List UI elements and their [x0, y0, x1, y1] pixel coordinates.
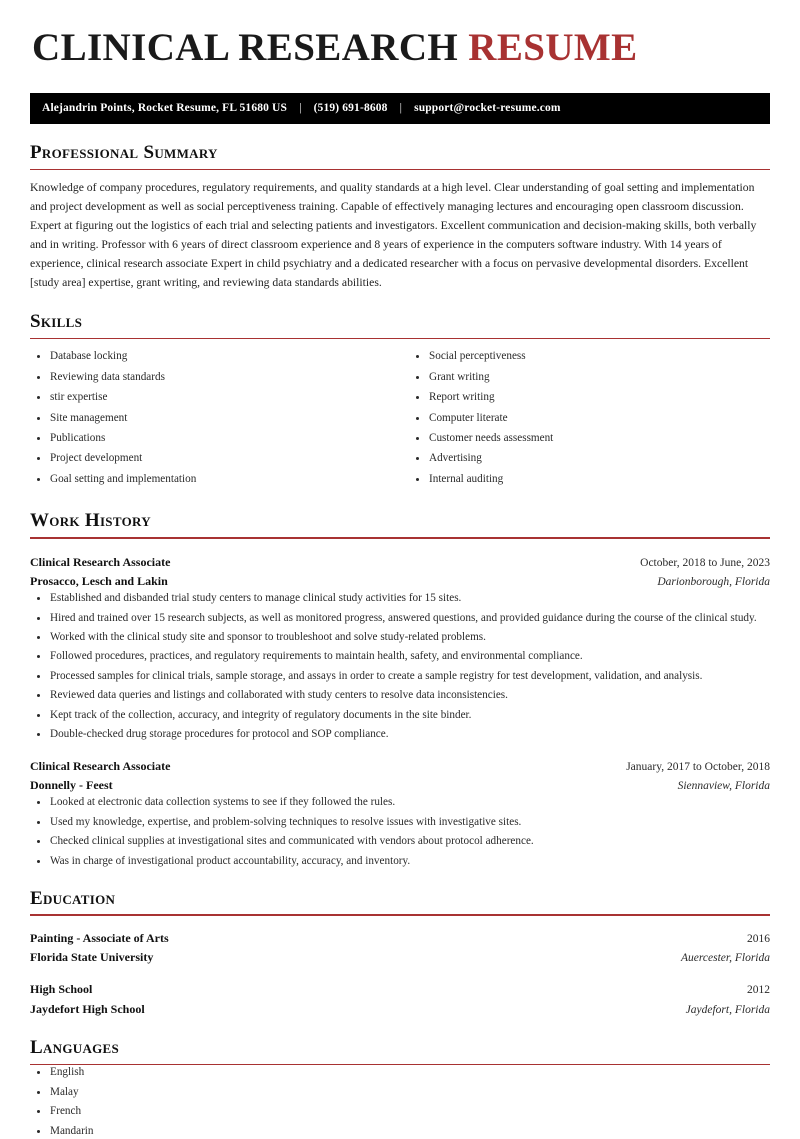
job-responsibility-item: Kept track of the collection, accuracy, and integrity of regulatory documents in the site binder.	[30, 708, 770, 724]
language-item: French	[30, 1104, 770, 1120]
work-history-entry	[30, 757, 770, 870]
work-history-entries	[30, 553, 770, 870]
job-responsibility-item: Worked with the clinical study site and sponsor to troubleshoot and solve study-related problems.	[30, 630, 770, 646]
education-entry	[30, 980, 770, 1019]
language-item: English	[30, 1065, 770, 1081]
skill-item: Project development	[30, 451, 391, 467]
skill-item: Internal auditing	[409, 472, 770, 488]
school-name: Jaydefort High School	[30, 1001, 145, 1016]
entry-org-row	[30, 948, 770, 967]
education-entry	[30, 929, 770, 968]
school-name: Florida State University	[30, 950, 154, 965]
section-professional-summary	[30, 143, 770, 293]
job-responsibility-item: Looked at electronic data collection systems to see if they followed the rules.	[30, 795, 770, 811]
graduation-year: 2012	[747, 984, 770, 997]
job-responsibility-item: Double-checked drug storage procedures for protocol and SOP compliance.	[30, 727, 770, 743]
page-title-main: CLINICAL RESEARCH	[32, 26, 469, 69]
language-item: Mandarin	[30, 1124, 770, 1139]
entry-title-row	[30, 757, 770, 776]
contact-email[interactable]: support@rocket-resume.com	[414, 101, 561, 114]
education-entries	[30, 929, 770, 1019]
section-languages	[30, 1038, 770, 1139]
job-location: Siennaview, Florida	[677, 780, 770, 793]
employer-name: Prosacco, Lesch and Lakin	[30, 573, 168, 588]
skill-item: Computer literate	[409, 411, 770, 427]
professional-summary-text: Knowledge of company procedures, regulatory requirements, and quality standards at a high level. Clear understanding of goal setting and implementation and project development as well as social perceptiveness training. Capable of effectively managing lectures and encouraging open classroom discussion. Expert at figuring out the logistics of each trial and selecting patients and investigators. Excellent communication and decision-making skills, both verbally and in writing. Professor with 6 years of direct classroom experience and 8 years of experience in the computers software industry. With 14 years of experience, clinical research associate Expert in child psychiatry and a dedicated researcher with a focus on pervasive developmental disorders. Excellent [study area] expertise, grant writing, and reviewing data standards abilities.	[30, 181, 757, 290]
page-title-accent: RESUME	[468, 26, 638, 69]
skill-item: stir expertise	[30, 390, 391, 406]
job-responsibility-item: Established and disbanded trial study centers to manage clinical study activities for 15 sites.	[30, 591, 770, 607]
job-responsibilities-list	[30, 795, 770, 869]
entry-title-row	[30, 980, 770, 999]
job-responsibilities-list	[30, 591, 770, 743]
section-education	[30, 889, 770, 1019]
school-location: Auercester, Florida	[680, 952, 770, 965]
skill-item: Grant writing	[409, 370, 770, 386]
section-heading-languages: Languages	[30, 1036, 120, 1058]
skills-columns	[30, 349, 770, 492]
graduation-year: 2016	[747, 932, 770, 945]
job-responsibility-item: Was in charge of investigational product accountability, accuracy, and inventory.	[30, 854, 770, 870]
job-date-range: October, 2018 to June, 2023	[640, 556, 770, 569]
contact-name-address: Alejandrin Points, Rocket Resume, FL 51680 US	[42, 101, 288, 114]
language-item: Malay	[30, 1085, 770, 1101]
skills-column-left	[30, 349, 391, 492]
section-divider	[30, 914, 770, 916]
job-responsibility-item: Used my knowledge, expertise, and problem-solving techniques to resolve issues with investigative sites.	[30, 815, 770, 831]
skill-item: Reviewing data standards	[30, 370, 391, 386]
job-responsibility-item: Reviewed data queries and listings and collaborated with study centers to resolve data inconsistencies.	[30, 688, 770, 704]
skill-item: Site management	[30, 411, 391, 427]
section-heading-skills: Skills	[30, 311, 83, 333]
entry-org-row	[30, 572, 770, 591]
section-divider	[30, 537, 770, 539]
languages-list	[30, 1065, 770, 1139]
job-responsibility-item: Hired and trained over 15 research subjects, as well as monitored progress, answered questions, and provided guidance during the course of the clinical study.	[30, 611, 770, 627]
skill-item: Social perceptiveness	[409, 349, 770, 365]
section-heading-education: Education	[30, 887, 116, 909]
section-skills	[30, 312, 770, 492]
skill-item: Report writing	[409, 390, 770, 406]
skill-item: Database locking	[30, 349, 391, 365]
contact-bar	[30, 93, 770, 124]
job-responsibility-item: Processed samples for clinical trials, sample storage, and assays in order to create a sample registry for test development, validation, and analysis.	[30, 669, 770, 685]
skill-item: Advertising	[409, 451, 770, 467]
section-heading-professional-summary: Professional Summary	[30, 141, 218, 163]
job-title: Clinical Research Associate	[30, 554, 171, 569]
skills-list-right	[409, 349, 770, 487]
job-location: Darionborough, Florida	[657, 575, 770, 588]
section-work-history	[30, 511, 770, 869]
page-title	[32, 28, 770, 69]
degree-title: Painting - Associate of Arts	[30, 930, 169, 945]
skills-list-left	[30, 349, 391, 487]
entry-title-row	[30, 553, 770, 572]
section-divider	[30, 169, 770, 171]
contact-separator-1: |	[299, 101, 302, 114]
degree-title: High School	[30, 982, 93, 997]
school-location: Jaydefort, Florida	[685, 1003, 770, 1016]
entry-org-row	[30, 776, 770, 795]
entry-org-row	[30, 1000, 770, 1019]
skill-item: Publications	[30, 431, 391, 447]
job-responsibility-item: Followed procedures, practices, and regulatory requirements to maintain health, safety, and environmental compliance.	[30, 649, 770, 665]
work-history-entry	[30, 553, 770, 743]
job-title: Clinical Research Associate	[30, 758, 171, 773]
skills-column-right	[391, 349, 770, 492]
contact-separator-2: |	[399, 101, 403, 114]
skill-item: Goal setting and implementation	[30, 472, 391, 488]
employer-name: Donnelly - Feest	[30, 778, 113, 793]
section-heading-work-history: Work History	[30, 510, 151, 532]
entry-title-row	[30, 929, 770, 948]
skill-item: Customer needs assessment	[409, 431, 770, 447]
job-responsibility-item: Checked clinical supplies at investigational sites and communicated with vendors about protocol adherence.	[30, 834, 770, 850]
contact-phone[interactable]: (519) 691-8608	[313, 101, 388, 114]
job-date-range: January, 2017 to October, 2018	[626, 760, 770, 773]
section-divider	[30, 338, 770, 340]
